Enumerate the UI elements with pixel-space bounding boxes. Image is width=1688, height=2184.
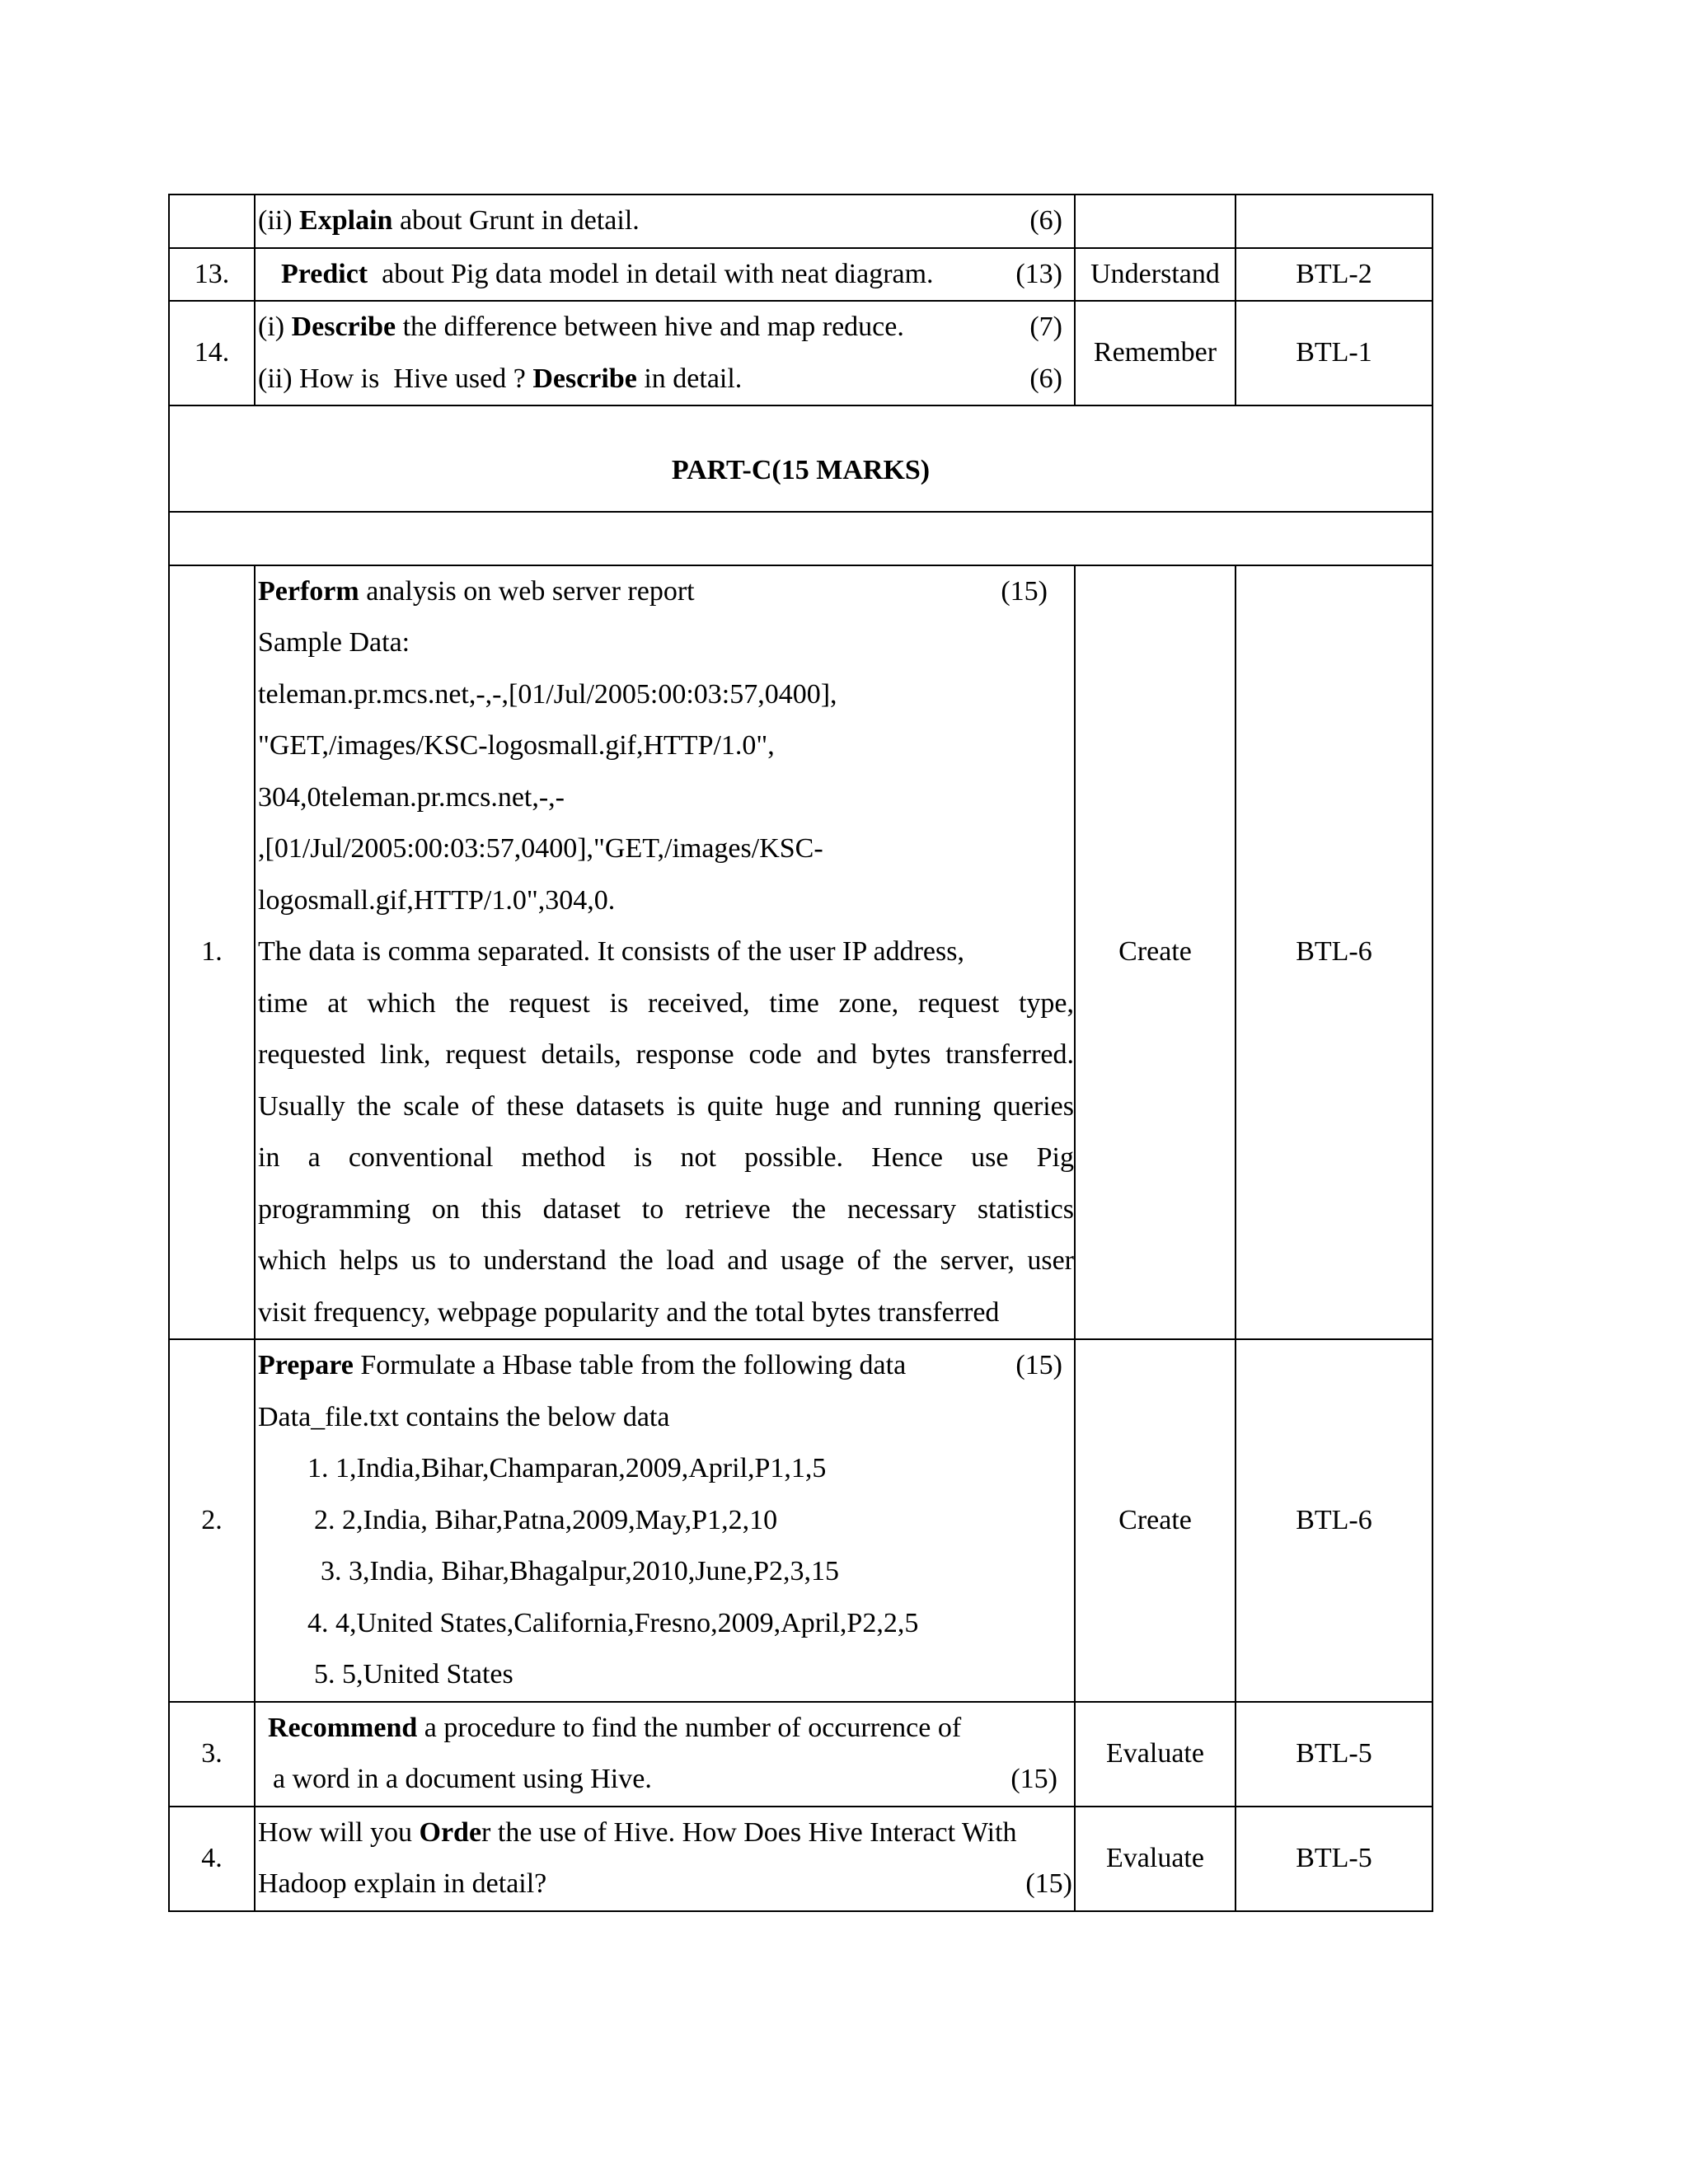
question-text: (i) Describe the difference between hive and map reduce. (7) (ii) How is Hive used ? Describe in detail. (6)	[255, 301, 1075, 405]
body-line: 304,0teleman.pr.mcs.net,-,-	[258, 781, 565, 813]
keyword: Prepare	[258, 1350, 354, 1380]
list-item: 2. 2,India, Bihar,Patna,2009,May,P1,2,10	[314, 1504, 778, 1535]
question-number: 4.	[169, 1807, 255, 1911]
body-line: in a conventional method is not possible. Hence use Pig	[258, 1142, 1074, 1173]
btl-level: BTL-2	[1236, 248, 1432, 302]
question-number	[169, 194, 255, 248]
table-row	[169, 194, 1432, 248]
cognitive-level: Remember	[1075, 301, 1236, 405]
body-line: Usually the scale of these datasets is quite huge and running queries	[258, 1090, 1074, 1122]
blank-row	[169, 512, 1432, 565]
keyword: Perform	[258, 575, 359, 607]
body-line: teleman.pr.mcs.net,-,-,[01/Jul/2005:00:03:57,0400],	[258, 678, 837, 710]
cognitive-level: Evaluate	[1075, 1702, 1236, 1807]
btl-level: BTL-6	[1236, 565, 1432, 1340]
keyword: Recommend	[268, 1712, 418, 1743]
list-item: 1. 1,India,Bihar,Champaran,2009,April,P1,1,5	[307, 1453, 827, 1483]
body-line: ,[01/Jul/2005:00:03:57,0400],"GET,/images/KSC-	[258, 833, 823, 864]
btl-level	[1236, 194, 1432, 248]
cognitive-level	[1075, 194, 1236, 248]
table-row	[169, 1702, 1432, 1807]
keyword: Describe	[291, 312, 396, 342]
table-row	[169, 248, 1432, 302]
marks: (6)	[1029, 205, 1062, 236]
body-line: "GET,/images/KSC-logosmall.gif,HTTP/1.0",	[258, 730, 775, 761]
marks: (15)	[1001, 575, 1048, 607]
body-line: Sample Data:	[258, 627, 410, 658]
cognitive-level: Evaluate	[1075, 1807, 1236, 1911]
question-number: 2.	[169, 1339, 255, 1702]
table-row	[169, 301, 1432, 405]
body-line: Data_file.txt contains the below data	[258, 1401, 670, 1432]
marks: (13)	[1015, 258, 1062, 289]
body-line: The data is comma separated. It consists of the user IP address,	[258, 936, 964, 967]
table-row	[169, 1807, 1432, 1911]
question-text: Prepare Formulate a Hbase table from the following data (15) Data_file.txt contains the below data 1. 1,India,Bihar,Champaran,2009,April,P1,1,5 2. 2,India, Bihar,Patna,2009,May,P1,2,10 3. 3,India, Bihar,Bhagalpur,2010,June,P2,3,15 4. 4,United States,California,Fresno,2009,April,P2,2,5 5. 5,United States	[255, 1339, 1075, 1702]
body-line: visit frequency, webpage popularity and the total bytes transferred	[258, 1296, 1000, 1328]
list-item: 4. 4,United States,California,Fresno,2009,April,P2,2,5	[307, 1607, 919, 1638]
section-heading: PART-C(15 MARKS)	[169, 405, 1432, 512]
question-number: 14.	[169, 301, 255, 405]
list-item: 5. 5,United States	[314, 1659, 513, 1690]
marks: (7)	[1029, 312, 1062, 342]
marks: (15)	[1025, 1868, 1072, 1899]
body-line: programming on this dataset to retrieve the necessary statistics	[258, 1193, 1074, 1225]
question-text: Recommend a procedure to find the number of occurrence of a word in a document using Hive. (15)	[255, 1702, 1075, 1807]
btl-level: BTL-5	[1236, 1702, 1432, 1807]
table-row	[169, 1339, 1432, 1702]
question-number: 1.	[169, 565, 255, 1340]
btl-level: BTL-1	[1236, 301, 1432, 405]
keyword: Predict	[281, 258, 368, 289]
cognitive-level: Create	[1075, 565, 1236, 1340]
question-number: 3.	[169, 1702, 255, 1807]
body-line: time at which the request is received, time zone, request type,	[258, 987, 1074, 1019]
question-text: (ii) Explain about Grunt in detail. (6)	[255, 194, 1075, 248]
cognitive-level: Understand	[1075, 248, 1236, 302]
marks: (6)	[1029, 363, 1062, 394]
question-text: How will you Order the use of Hive. How Does Hive Interact With Hadoop explain in detail? (15)	[255, 1807, 1075, 1911]
keyword: Explain	[299, 205, 393, 236]
body-line: logosmall.gif,HTTP/1.0",304,0.	[258, 884, 616, 916]
body-line: requested link, request details, response code and bytes transferred.	[258, 1039, 1074, 1070]
question-table	[168, 194, 1433, 1912]
keyword: Describe	[532, 363, 637, 394]
body-line: which helps us to understand the load and usage of the server, user	[258, 1245, 1074, 1276]
question-text: Perform analysis on web server report (15) Sample Data: teleman.pr.mcs.net,-,-,[01/Jul/2005:00:03:57,0400], "GET,/images/KSC-logosmall.gif,HTTP/1.0", 304,0teleman.pr.mcs.net,-,- ,[01/Jul/2005:00:03:57,0400],"GET,/images/KSC- logosmall.gif,HTTP/1.0",304,0. The data is comma separated. It consists of the user IP address, time at which the request is received, time zone, request type, requested link, request details, response code and bytes transferred. Usually the scale of these datasets is quite huge and running queries in a conventional method is not possible. Hence use Pig programming on this dataset to retrieve the necessary statistics which helps us to understand the load and usage of the server, user visit frequency, webpage popularity and the total bytes transferred	[255, 565, 1075, 1340]
question-number: 13.	[169, 248, 255, 302]
list-item: 3. 3,India, Bihar,Bhagalpur,2010,June,P2,3,15	[321, 1556, 840, 1586]
btl-level: BTL-5	[1236, 1807, 1432, 1911]
table-row	[169, 512, 1432, 565]
keyword: Orde	[419, 1816, 482, 1848]
table-row	[169, 405, 1432, 512]
marks: (15)	[1010, 1764, 1057, 1794]
question-text: Predict about Pig data model in detail with neat diagram. (13)	[255, 248, 1075, 302]
cognitive-level: Create	[1075, 1339, 1236, 1702]
btl-level: BTL-6	[1236, 1339, 1432, 1702]
table-row	[169, 565, 1432, 1340]
marks: (15)	[1015, 1350, 1062, 1380]
